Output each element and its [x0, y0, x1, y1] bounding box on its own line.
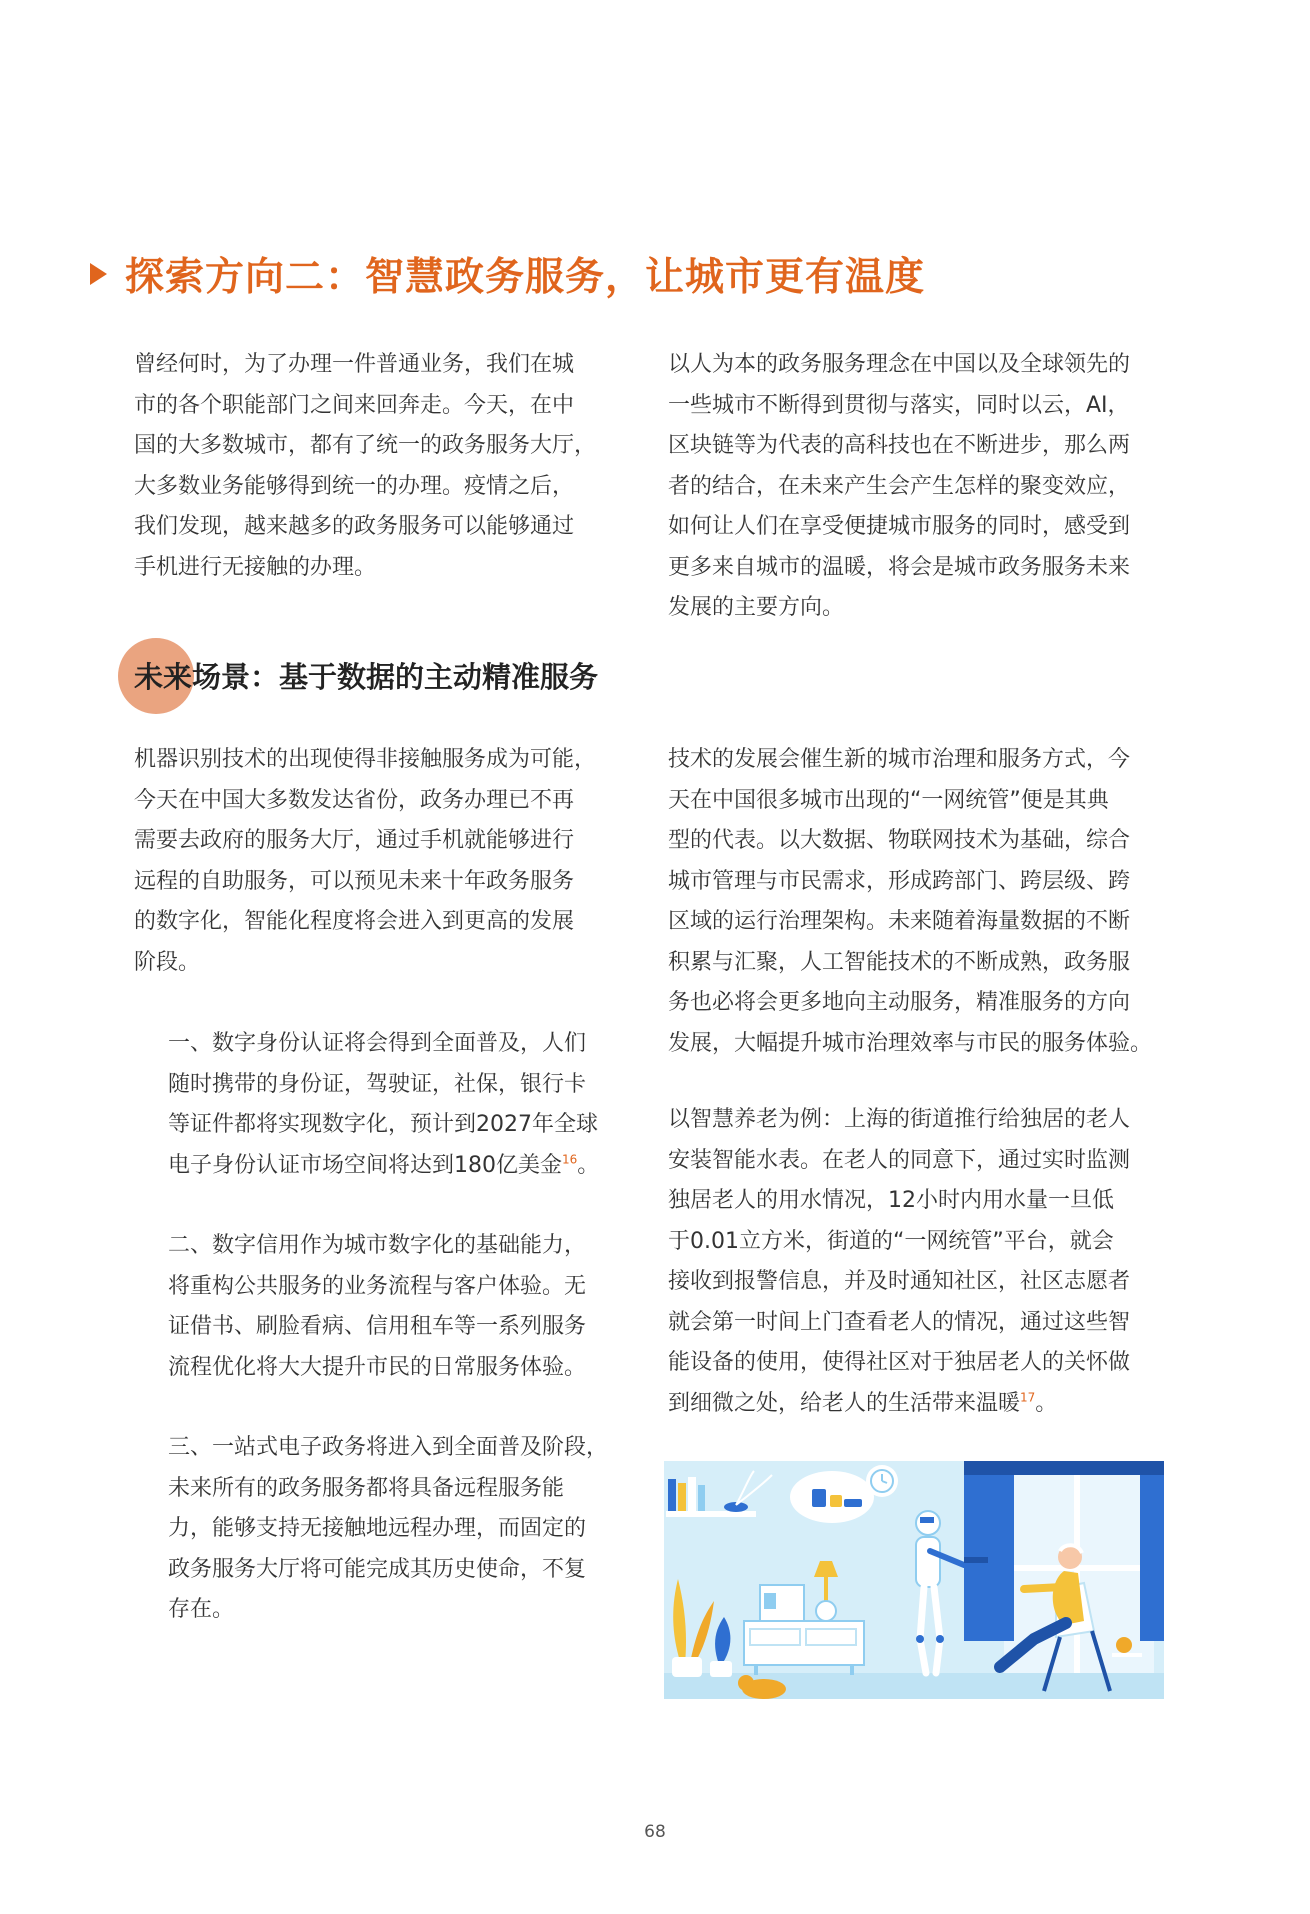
text-line: 区域的运行治理架构。未来随着海量数据的不断: [668, 909, 1131, 934]
text-line: 阶段。: [134, 949, 201, 975]
period: 。: [577, 1152, 600, 1178]
section-heading: [90, 244, 1240, 304]
text-line: 接收到报警信息，并及时通知社区，社区志愿者: [668, 1269, 1131, 1294]
text-line: 随时携带的身份证，驾驶证，社保，银行卡: [168, 1071, 587, 1097]
text-line: 存在。: [168, 1597, 235, 1622]
text-line: 技术的发展会催生新的城市治理和服务方式，今: [668, 747, 1131, 772]
text-line: 发展，大幅提升城市治理效率与市民的服务体验。: [668, 1030, 1153, 1056]
left-col-paragraph-1: [134, 740, 596, 983]
list-item-2: [168, 1226, 586, 1388]
intro-left-paragraph: [134, 345, 596, 588]
list-item-1: [168, 1024, 599, 1186]
smart-elderly-care-illustration: [664, 1461, 1164, 1699]
text-line: 独居老人的用水情况，12小时内用水量一旦低: [668, 1188, 1114, 1213]
text-line: 机器识别技术的出现使得非接触服务成为可能，: [134, 747, 597, 772]
text-line: 证借书、刷脸看病、信用租车等一系列服务: [168, 1314, 587, 1339]
text-line: 国的大多数城市，都有了统一的政务服务大厅，: [134, 433, 597, 458]
page-title: 探索方向二：智慧政务服务，让城市更有温度: [125, 255, 926, 300]
list-item-3: [168, 1428, 608, 1631]
text-line: [168, 1146, 599, 1187]
text-line: 的数字化，智能化程度将会进入到更高的发展: [134, 909, 575, 934]
text-line: 等证件都将实现数字化，预计到2027年全球: [168, 1112, 598, 1137]
text-line: 需要去政府的服务大厅，通过手机就能够进行: [134, 828, 575, 853]
text-line: 曾经何时，为了办理一件普通业务，我们在城: [134, 352, 575, 377]
text-line: 今天在中国大多数发达省份，政务办理已不再: [134, 787, 575, 813]
text-line: 更多来自城市的温暖，将会是城市政务服务未来: [668, 554, 1131, 580]
text-line: 天在中国很多城市出现的“一网统管”便是其典: [668, 787, 1109, 813]
text-line: 安装智能水表。在老人的同意下，通过实时监测: [668, 1147, 1131, 1173]
text-line: 力，能够支持无接触地远程办理，而固定的: [168, 1516, 587, 1541]
page-number: 68: [644, 1822, 666, 1842]
text-line: [668, 1384, 1130, 1425]
text-line: 三、一站式电子政务将进入到全面普及阶段，: [168, 1435, 609, 1460]
right-col-paragraph-1: [668, 740, 1152, 1064]
medicine-icon: [812, 1489, 826, 1507]
text-line: 二、数字信用作为城市数字化的基础能力，: [168, 1233, 587, 1258]
text-line: 将重构公共服务的业务流程与客户体验。无: [168, 1273, 587, 1299]
text-line: 政务服务大厅将可能完成其历史使命，不复: [168, 1556, 587, 1582]
text-segment: 电子身份认证市场空间将达到180亿美金: [168, 1152, 562, 1178]
text-line: 发展的主要方向。: [668, 595, 845, 620]
subheading-text: 未来场景：基于数据的主动精准服务: [134, 660, 599, 694]
text-segment: 到细微之处，给老人的生活带来温暖: [668, 1390, 1021, 1416]
text-line: 于0.01立方米，街道的“一网统管”平台，就会: [668, 1228, 1114, 1254]
text-line: 能设备的使用，使得社区对于独居老人的关怀做: [668, 1350, 1131, 1375]
text-line: 就会第一时间上门查看老人的情况，通过这些智: [668, 1309, 1131, 1335]
text-line: 流程优化将大大提升市民的日常服务体验。: [168, 1354, 587, 1380]
text-line: 务也必将会更多地向主动服务，精准服务的方向: [668, 990, 1131, 1015]
text-line: 大多数业务能够得到统一的办理。疫情之后，: [134, 473, 575, 499]
text-line: 我们发现，越来越多的政务服务可以能够通过: [134, 514, 575, 539]
text-line: 者的结合，在未来产生会产生怎样的聚变效应，: [668, 473, 1131, 499]
text-line: 以人为本的政务服务理念在中国以及全球领先的: [668, 352, 1131, 377]
text-line: 一些城市不断得到贯彻与落实，同时以云，AI，: [668, 392, 1130, 418]
text-line: 手机进行无接触的办理。: [134, 554, 377, 580]
footnote-ref-16: 16: [562, 1152, 578, 1167]
triangle-bullet-icon: [90, 263, 107, 285]
text-line: 远程的自助服务，可以预见未来十年政务服务: [134, 868, 575, 894]
period: 。: [1035, 1390, 1058, 1416]
text-line: 一、数字身份认证将会得到全面普及，人们: [168, 1031, 587, 1056]
text-line: 积累与汇聚，人工智能技术的不断成熟，政务服: [668, 949, 1131, 975]
text-line: 以智慧养老为例：上海的街道推行给独居的老人: [668, 1107, 1131, 1132]
intro-right-paragraph: [668, 345, 1130, 629]
right-col-paragraph-2: [668, 1100, 1130, 1424]
text-line: 未来所有的政务服务都将具备远程服务能: [168, 1475, 565, 1501]
text-line: 区块链等为代表的高科技也在不断进步，那么两: [668, 433, 1131, 458]
footnote-ref-17: 17: [1020, 1390, 1036, 1405]
text-line: 城市管理与市民需求，形成跨部门、跨层级、跨: [668, 868, 1131, 894]
text-line: 市的各个职能部门之间来回奔走。今天，在中: [134, 392, 575, 418]
text-line: 如何让人们在享受便捷城市服务的同时，感受到: [668, 514, 1131, 539]
text-line: 型的代表。以大数据、物联网技术为基础，综合: [668, 828, 1131, 853]
